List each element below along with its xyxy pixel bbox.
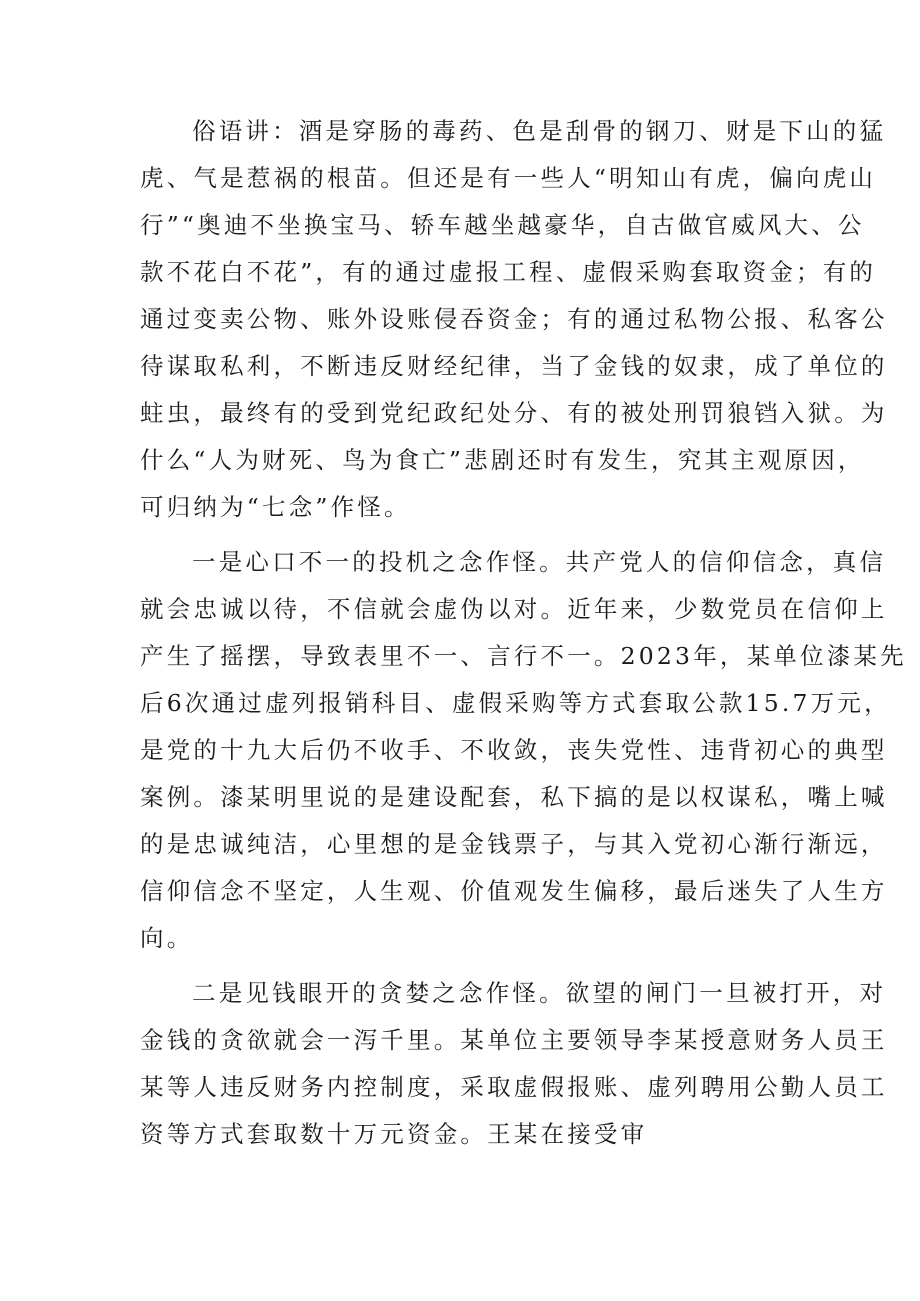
paragraph-second-point [140, 970, 888, 1158]
text-line: 行”“奥迪不坐换宝马、轿车越坐越豪华，自古做官威风大、公 [140, 211, 865, 239]
text-line: 款不花白不花”，有的通过虚报工程、虚假采购套取资金；有的 [140, 258, 877, 286]
text-line: 向。 [140, 924, 194, 952]
text-line: 俗语讲：酒是穿肠的毒药、色是刮骨的钢刀、财是下山的猛 [192, 117, 887, 145]
text-line: 后6次通过虚列报销科目、虚假采购等方式套取公款15.7万元， [140, 689, 891, 717]
text-line: 是党的十九大后仍不收手、不收敛，丧失党性、违背初心的典型 [140, 736, 888, 764]
text-line: 信仰信念不坚定，人生观、价值观发生偏移，最后迷失了人生方 [140, 877, 888, 905]
text-line: 就会忠诚以待，不信就会虚伪以对。近年来，少数党员在信仰上 [140, 595, 888, 623]
text-line: 什么“人为财死、鸟为食亡”悲剧还时有发生，究其主观原因， [140, 446, 865, 474]
body-text [140, 108, 907, 1166]
text-line: 待谋取私利，不断违反财经纪律，当了金钱的奴隶，成了单位的 [140, 352, 888, 380]
text-line: 的是忠诚纯洁，心里想的是金钱票子，与其入党初心渐行渐远， [140, 830, 888, 858]
text-line: 通过变卖公物、账外设账侵吞资金；有的通过私物公报、私客公 [140, 305, 888, 333]
text-line: 可归纳为“七念”作怪。 [140, 493, 411, 521]
text-line: 一是心口不一的投机之念作怪。共产党人的信仰信念，真信 [192, 548, 887, 576]
text-line: 金钱的贪欲就会一泻千里。某单位主要领导李某授意财务人员王 [140, 1026, 888, 1054]
paragraph-intro [140, 108, 888, 531]
text-line: 案例。漆某明里说的是建设配套，私下搞的是以权谋私，嘴上喊 [140, 783, 888, 811]
text-line: 二是见钱眼开的贪婪之念作怪。欲望的闸门一旦被打开，对 [192, 979, 887, 1007]
text-line: 产生了摇摆，导致表里不一、言行不一。2023年，某单位漆某先 [140, 642, 907, 670]
text-line: 蛀虫，最终有的受到党纪政纪处分、有的被处刑罚狼铛入狱。为 [140, 399, 888, 427]
paragraph-first-point [140, 539, 907, 962]
text-line: 某等人违反财务内控制度，采取虚假报账、虚列聘用公勤人员工 [140, 1073, 888, 1101]
text-line: 虎、气是惹祸的根苗。但还是有一些人“明知山有虎，偏向虎山 [140, 164, 877, 192]
text-line: 资等方式套取数十万元资金。王某在接受审 [140, 1120, 648, 1148]
